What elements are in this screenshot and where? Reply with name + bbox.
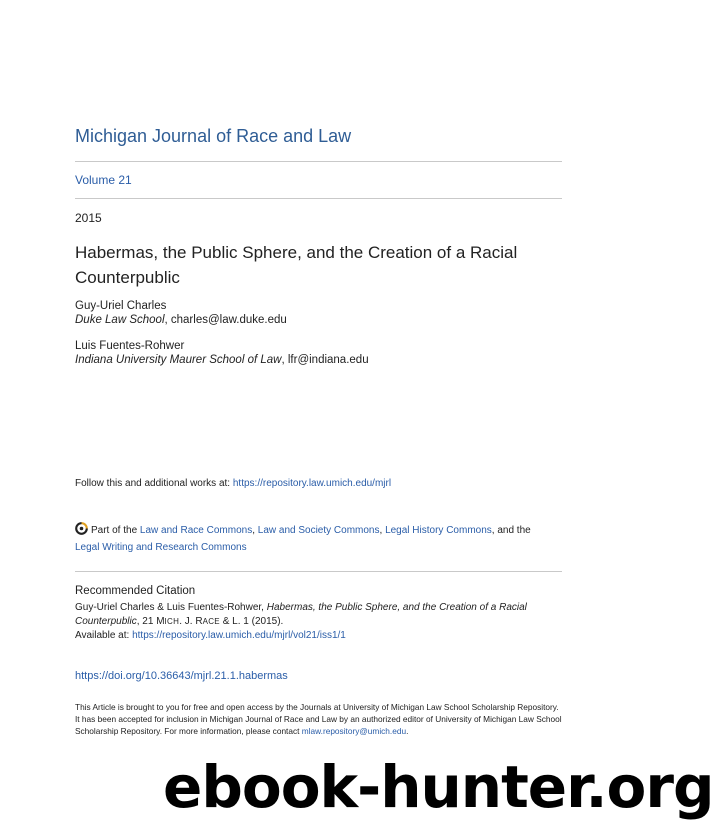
author-name: Guy-Uriel Charles (75, 300, 167, 312)
article-title: Habermas, the Public Sphere, and the Creation of a Racial Counterpublic (75, 243, 518, 287)
citation-journal-abbrev: . J. (179, 616, 196, 627)
watermark: ebook-hunter.org (163, 753, 713, 821)
author-block: Guy-Uriel Charles Duke Law School, charles@law.duke.edu (75, 300, 287, 326)
author-email: charles@law.duke.edu (170, 314, 287, 326)
citation-title: Habermas, the Public Sphere, and the Creation of a Racial Counterpublic (75, 602, 527, 627)
commons-link-legal-writing[interactable]: Legal Writing and Research Commons (75, 542, 247, 553)
follow-text: Follow this and additional works at: (75, 478, 233, 489)
available-label: Available at: (75, 630, 133, 641)
divider (75, 571, 562, 572)
notice-end: . (406, 725, 409, 736)
journal-title[interactable]: Michigan Journal of Race and Law (75, 126, 352, 146)
article-link[interactable]: https://repository.law.umich.edu/mjrl/vol21/iss1/1 (132, 630, 346, 641)
commons-link-legal-history[interactable]: Legal History Commons (385, 525, 492, 536)
commons-link-law-race[interactable]: Law and Race Commons (139, 525, 253, 536)
publication-year: 2015 (75, 211, 102, 225)
author-affiliation: Duke Law School (75, 314, 165, 326)
volume-link[interactable]: Volume 21 (75, 173, 132, 187)
access-notice (75, 702, 562, 737)
author-email: lfr@indiana.edu (287, 354, 369, 366)
doi-link[interactable]: https://doi.org/10.36643/mjrl.21.1.habermas (75, 670, 288, 682)
and-the-text: , and the (491, 525, 531, 536)
citation-volume: , 21 (136, 616, 157, 627)
citation-journal-abbrev: ACE (202, 617, 220, 626)
citation-text (75, 601, 562, 643)
citation-heading: Recommended Citation (75, 585, 196, 597)
author-block: Luis Fuentes-Rohwer Indiana University Maurer School of Law, lfr@indiana.edu (75, 340, 369, 366)
open-access-icon (75, 522, 88, 535)
citation-journal-abbrev: M (156, 616, 165, 627)
citation-tail: & L. 1 (2015). (219, 616, 284, 627)
contact-email-link[interactable]: mlaw.repository@umich.edu (301, 725, 407, 736)
author-name: Luis Fuentes-Rohwer (75, 340, 185, 352)
author-affiliation: Indiana University Maurer School of Law (75, 354, 282, 366)
separator: , (379, 525, 386, 536)
citation-journal-abbrev: R (195, 616, 203, 627)
part-of-line (75, 522, 562, 556)
divider (75, 198, 562, 199)
citation-authors: Guy-Uriel Charles & Luis Fuentes-Rohwer, (75, 602, 267, 613)
repository-link[interactable]: https://repository.law.umich.edu/mjrl (232, 478, 392, 489)
follow-line (75, 478, 391, 489)
part-of-prefix: Part of the (91, 525, 140, 536)
commons-link-law-society[interactable]: Law and Society Commons (257, 525, 380, 536)
separator: , (252, 525, 258, 536)
notice-text: This Article is brought to you for free and open access by the Journals at University of Michigan Law School Scholarship Repository. It has been accepted for inclusion in Michigan Journal of Race and Law by an authorized editor of University of Michigan Law School Scholarship Repository. For more information, please contact (75, 702, 562, 736)
divider (75, 161, 562, 162)
citation-journal-abbrev: ICH (164, 617, 180, 626)
